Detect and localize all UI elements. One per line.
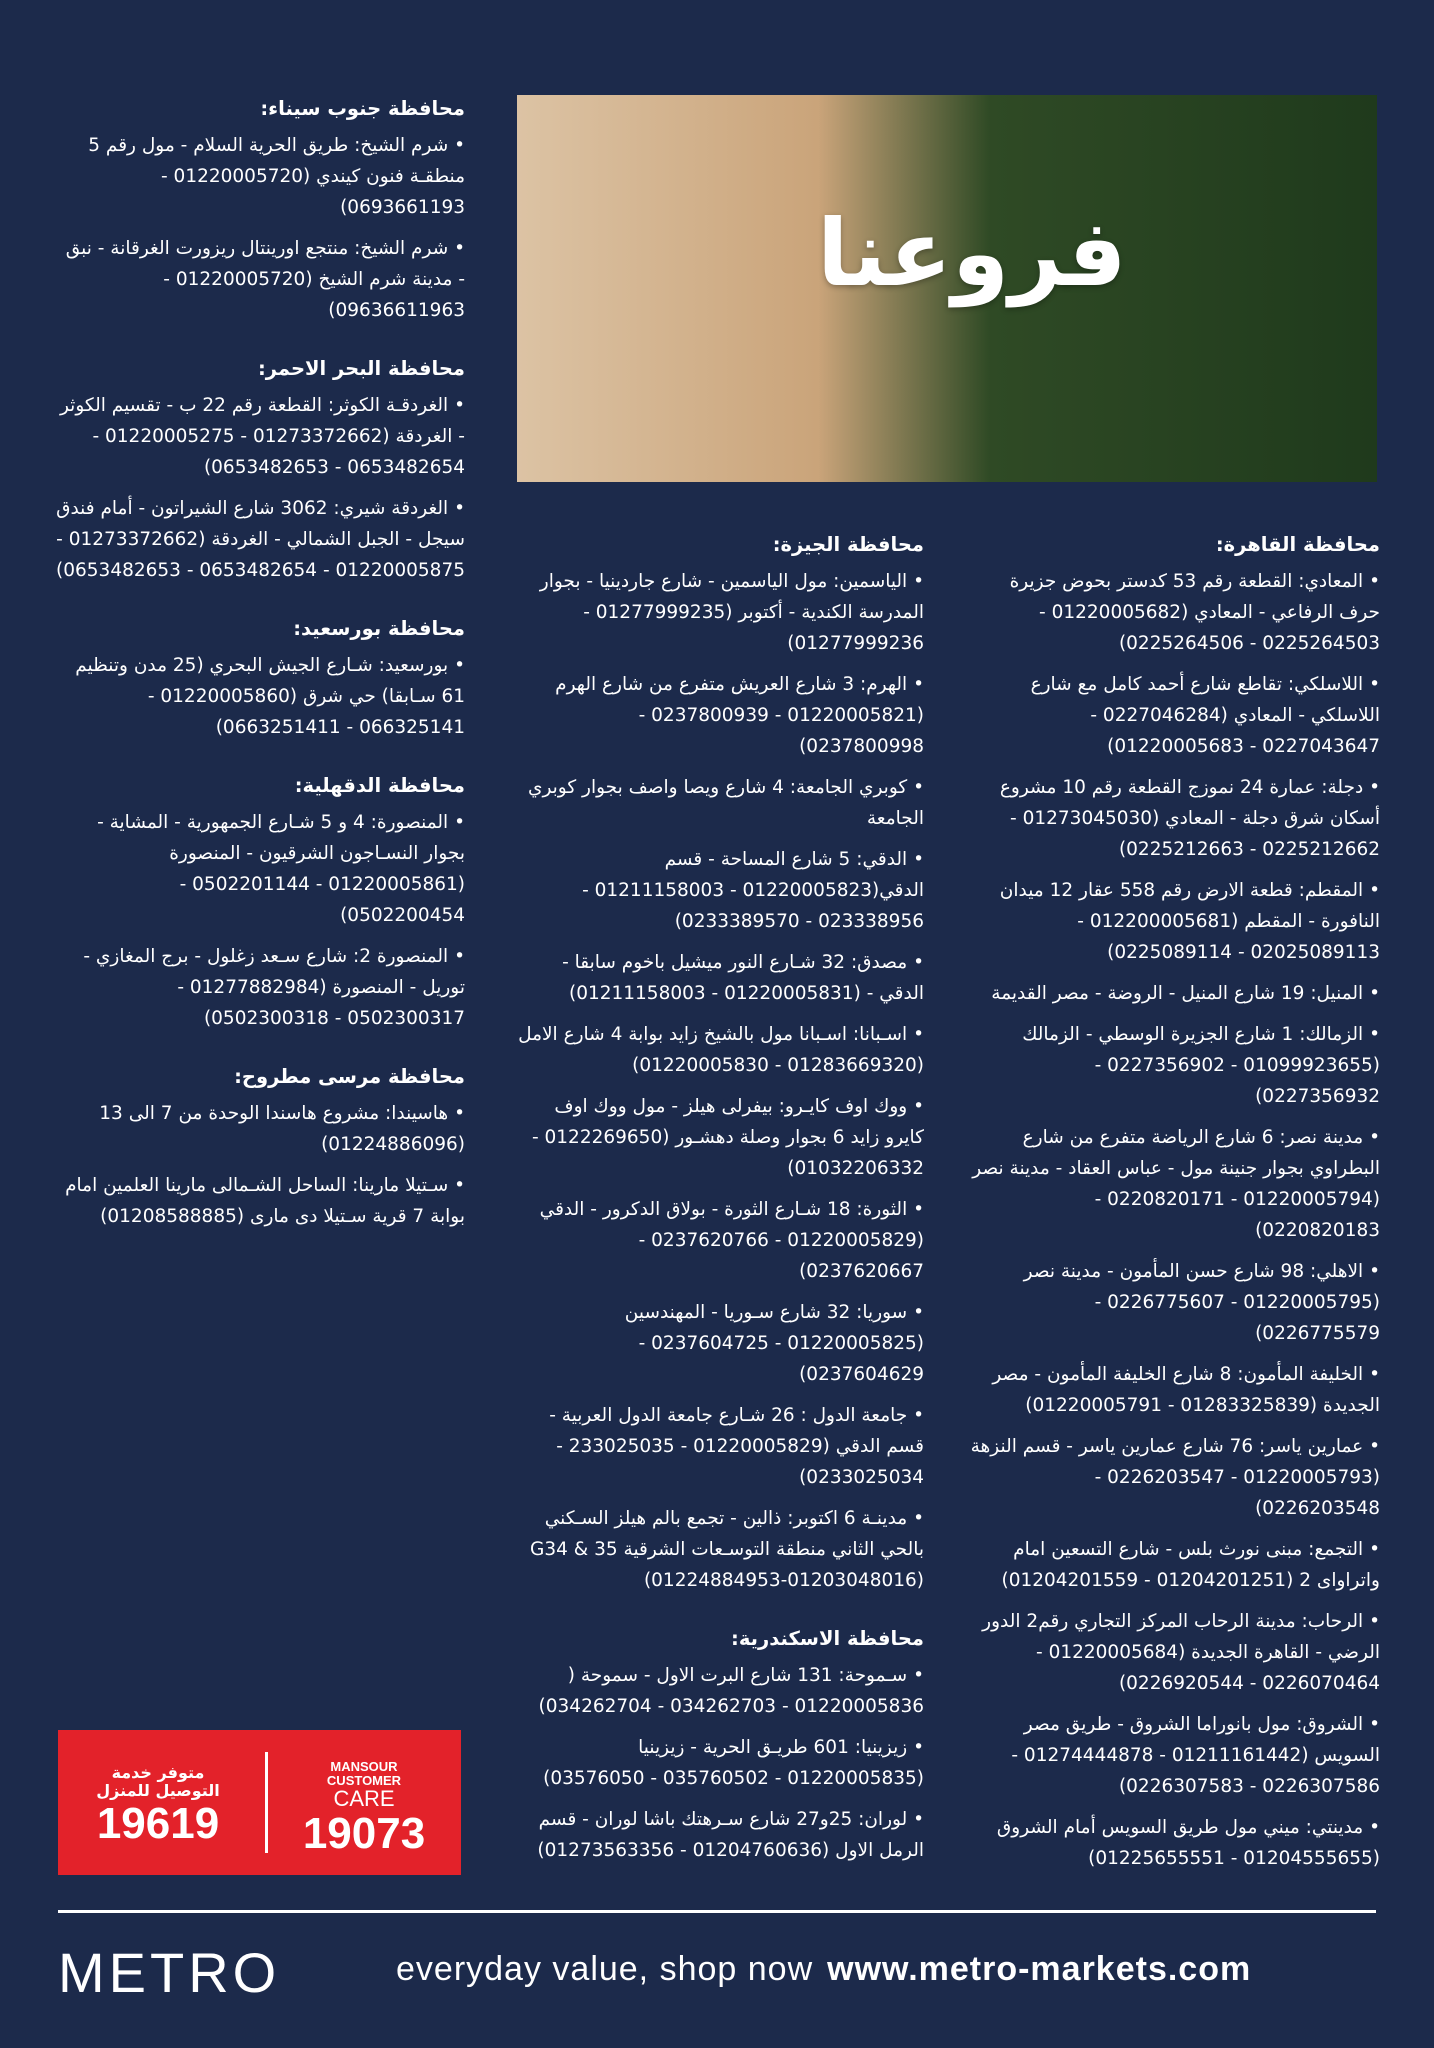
service-badge [58, 1730, 461, 1875]
delivery-number: 19619 [96, 1799, 220, 1848]
branch-entry: • التجمع: مبنى نورث بلس - شارع التسعين امام واتراواى 2 (01204201251 - 01204201559) [970, 1534, 1380, 1596]
governorate-section [512, 1624, 924, 1866]
governorate-section [55, 771, 465, 1034]
customer-care-block [264, 1730, 464, 1875]
governorate-title: محافظة القاهرة: [1215, 533, 1380, 556]
branch-entry: • الرحاب: مدينة الرحاب المركز التجاري رقم2 الدور الرضي - القاهرة الجديدة (01220005684 - 0226070464 - 0226920544) [970, 1606, 1380, 1699]
governorate-title: محافظة البحر الاحمر: [257, 357, 465, 380]
branch-entry: • الغردقـة الكوثر: القطعة رقم 22 ب - تقسيم الكوثر - الغردقة (01273372662 - 01220005275 - 0653482654 - 0653482653) [55, 390, 465, 483]
branch-entry: • سـتيلا مارينا: الساحل الشـمالى مارينا العلمين امام بوابة 7 قرية سـتيلا دى مارى (01208588885) [55, 1170, 465, 1232]
branch-entry: • مدينة نصر: 6 شارع الرياضة متفرع من شارع البطراوي بجوار جنينة مول - عباس العقاد - مدينة نصر (01220005794 - 0220820171 - 0220820183) [970, 1122, 1380, 1246]
care-line3: CARE [333, 1786, 395, 1811]
metro-logo: METRO [58, 1941, 281, 2004]
governorate-section [55, 354, 465, 586]
branch-entry: • اسـبانا: اسـبانا مول بالشيخ زايد بوابة 4 شارع الامل (01283669320 - 01220005830) [512, 1019, 924, 1081]
branch-entry: • جامعة الدول : 26 شـارع جامعة الدول العربية - قسم الدقي (01220005829 - 233025035 - 0233025034) [512, 1400, 924, 1493]
branch-entry: • بورسعيد: شـارع الجيش البحري (25 مدن وتنظيم 61 سـابقا) حي شرق (01220005860 - 066325141 - 0663251411) [55, 650, 465, 743]
footer-tagline [396, 1950, 1251, 1989]
footer-divider [58, 1910, 1376, 1913]
footer-url[interactable]: www.metro-markets.com [827, 1950, 1252, 1988]
branch-entry: • الثورة: 18 شـارع الثورة - بولاق الدكرور - الدقي (01220005829 - 0237620766 - 0237620667) [512, 1194, 924, 1287]
branch-entry: • المنيل: 19 شارع المنيل - الروضة - مصر القديمة [970, 978, 1380, 1009]
governorate-title: محافظة بورسعيد: [293, 617, 465, 640]
branch-entry: • الاهلي: 98 شارع حسن المأمون - مدينة نصر (01220005795 - 0226775607 - 0226775579) [970, 1256, 1380, 1349]
footer-slogan: everyday value, shop now [396, 1950, 814, 1988]
branch-entry: • الشروق: مول بانوراما الشروق - طريق مصر السويس (01211161442 - 01274444878 - 0226307586 - 0226307583) [970, 1709, 1380, 1802]
branch-entry: • مدينـة 6 اكتوبر: ذالين - تجمع بالم هيلز السـكني بالحي الثاني منطقة التوسـعات الشرقية G34 & 35 (01224884953-01203048016) [512, 1503, 924, 1596]
branches-column-left [55, 94, 465, 1260]
governorate-section [55, 94, 465, 326]
branch-entry: • الياسمين: مول الياسمين - شارع جاردينيا - بجوار المدرسة الكندية - أكتوبر (01277999235 - 01277999236) [512, 566, 924, 659]
branch-entry: • ووك اوف كايـرو: بيفرلى هيلز - مول ووك اوف كايرو زايد 6 بجوار وصلة دهشـور (0122269650 - 01032206332) [512, 1091, 924, 1184]
governorate-title: محافظة جنوب سيناء: [260, 97, 465, 120]
branch-entry: • مصدق: 32 شـارع النور ميشيل باخوم سابقا - الدقي - (01220005831 - 01211158003) [512, 947, 924, 1009]
governorate-title: محافظة الجيزة: [772, 533, 924, 556]
branch-entry: • عمارين ياسر: 76 شارع عمارين ياسر - قسم النزهة (01220005793 - 0226203547 - 0226203548) [970, 1431, 1380, 1524]
hero-title: فروعنا [817, 200, 1127, 307]
branch-entry: • مدينتي: ميني مول طريق السويس أمام الشروق (01204555655 - 01225655551) [970, 1812, 1380, 1874]
branch-entry: • لوران: 25و27 شارع سـرهتك باشا لوران - قسم الرمل الاول (01204760636 - 01273563356) [512, 1804, 924, 1866]
governorate-section [55, 1062, 465, 1232]
branch-entry: • زيزينيا: 601 طريـق الحرية - زيزينيا (01220005835 - 035760502 - 03576050) [512, 1732, 924, 1794]
governorate-section [970, 530, 1380, 1874]
branch-entry: • الزمالك: 1 شارع الجزيرة الوسطي - الزمالك (01099923655 - 0227356902 - 0227356932) [970, 1019, 1380, 1112]
branches-column-right [970, 530, 1380, 1902]
branch-entry: • المقطم: قطعة الارض رقم 558 عقار 12 ميدان النافورة - المقطم (012200005681 - 02025089113 - 0225089114) [970, 875, 1380, 968]
governorate-title: محافظة الدقهلية: [294, 774, 465, 797]
branch-entry: • الغردقة شيري: 3062 شارع الشيراتون - أمام فندق سيجل - الجبل الشمالي - الغردقة (01273372662 - 01220005875 - 0653482654 - 0653482653) [55, 493, 465, 586]
branch-entry: • المعادي: القطعة رقم 53 كدستر بحوض جزيرة حرف الرفاعي - المعادي (01220005682 - 0225264503 - 0225264506) [970, 566, 1380, 659]
governorate-title: محافظة الاسكندرية: [731, 1627, 924, 1650]
delivery-line2: التوصيل للمنزل [96, 1781, 220, 1800]
branch-entry: • المنصورة: 4 و 5 شـارع الجمهورية - المشاية - بجوار النسـاجون الشرقيون - المنصورة (01220005861 - 0502201144 - 0502200454) [55, 807, 465, 931]
hero-image [517, 95, 1377, 482]
care-line2: CUSTOMER [326, 1773, 402, 1788]
branch-entry: • كوبري الجامعة: 4 شارع ويصا واصف بجوار كوبري الجامعة [512, 772, 924, 834]
branch-entry: • الهرم: 3 شارع العريش متفرع من شارع الهرم (01220005821 - 0237800939 - 0237800998) [512, 669, 924, 762]
branches-column-middle [512, 530, 924, 1894]
branch-entry: • شرم الشيخ: طريق الحرية السلام - مول رقم 5 منطقـة فنون كيندي (01220005720 - 0693661193) [55, 130, 465, 223]
care-number: 19073 [302, 1809, 426, 1858]
branch-entry: • اللاسلكي: تقاطع شارع أحمد كامل مع شارع اللاسلكي - المعادي (0227046284 - 0227043647 - 01220005683) [970, 669, 1380, 762]
branch-entry: • الخليفة المأمون: 8 شارع الخليفة المأمون - مصر الجديدة (01283325839 - 01220005791) [970, 1359, 1380, 1421]
branch-entry: • هاسيندا: مشروع هاسندا الوحدة من 7 الى 13 (01224886096) [55, 1098, 465, 1160]
branch-entry: • سوريا: 32 شارع سـوريا - المهندسين (01220005825 - 0237604725 - 0237604629) [512, 1297, 924, 1390]
governorate-section [55, 614, 465, 743]
branch-entry: • دجلة: عمارة 24 نموزج القطعة رقم 10 مشروع أسكان شرق دجلة - المعادي (01273045030 - 0225212662 - 0225212663) [970, 772, 1380, 865]
branch-entry: • سـموحة: 131 شارع البرت الاول - سموحة ( 01220005836 - 034262703 - 034262704) [512, 1660, 924, 1722]
governorate-section [512, 530, 924, 1596]
branch-entry: • شرم الشيخ: منتجع اورينتال ريزورت الغرقانة - نبق - مدينة شرم الشيخ (01220005720 - 09636611963) [55, 233, 465, 326]
delivery-line1: متوفر خدمة [111, 1763, 205, 1782]
branch-entry: • المنصورة 2: شارع سـعد زغلول - برج المغازي - توريل - المنصورة (01277882984 - 0502300317 - 0502300318) [55, 941, 465, 1034]
governorate-title: محافظة مرسى مطروح: [234, 1065, 465, 1088]
branch-entry: • الدقي: 5 شارع المساحة - قسم الدقي(01220005823 - 01211158003 - 023338956 - 0233389570) [512, 844, 924, 937]
care-line1: MANSOUR [330, 1759, 398, 1774]
home-delivery-block [58, 1730, 258, 1875]
